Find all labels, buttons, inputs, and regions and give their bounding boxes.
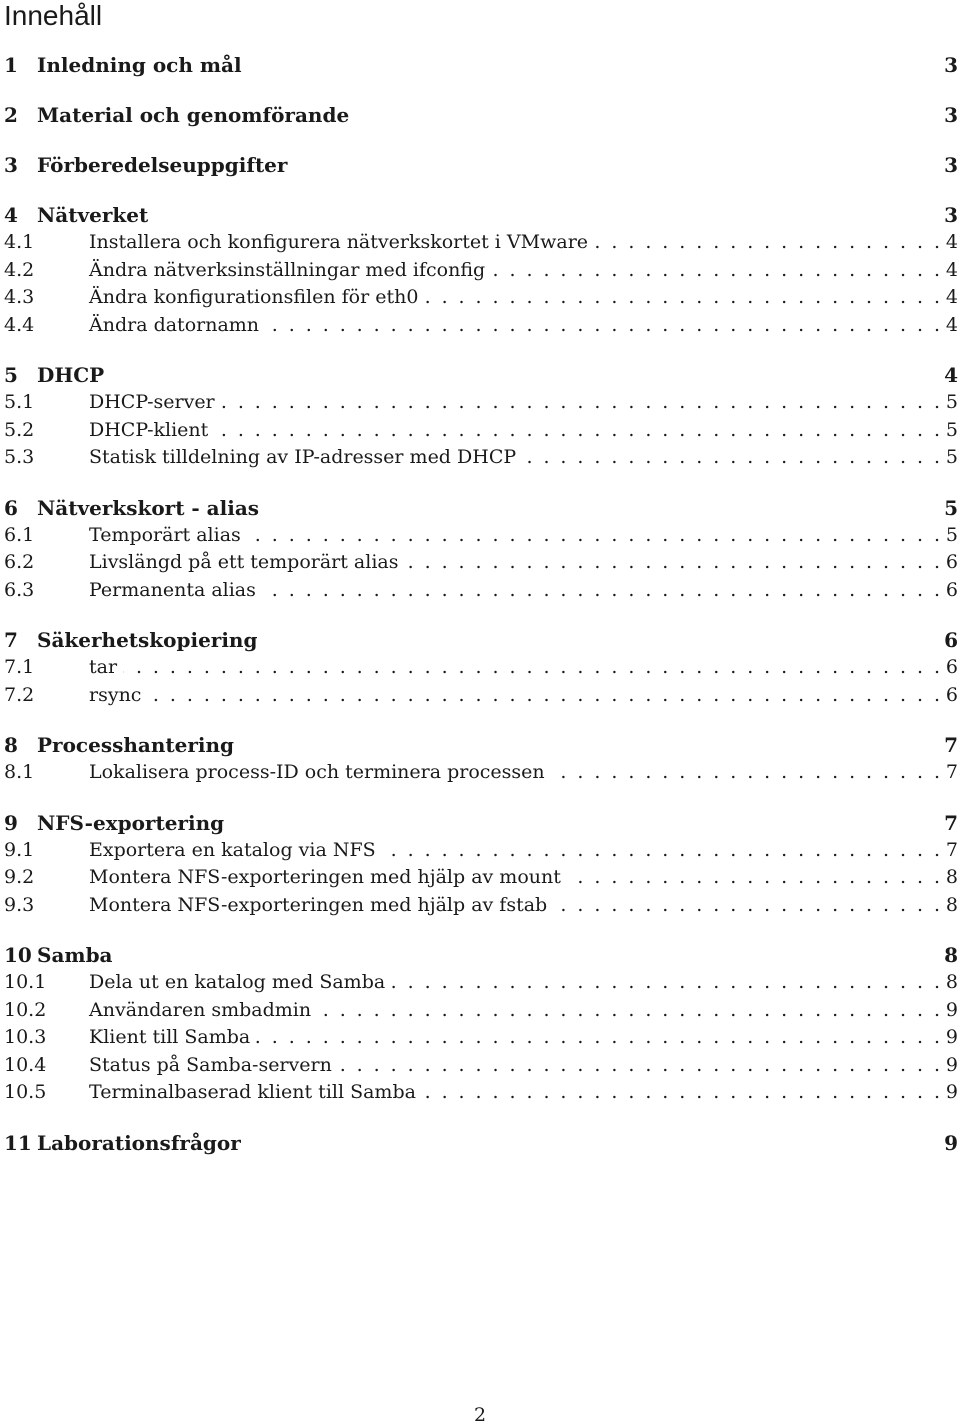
- subsection-page-ref: 8: [945, 866, 958, 888]
- toc-entry-section[interactable]: [4, 362, 958, 389]
- subsection-number: 4.2: [4, 258, 35, 281]
- subsection-page-ref: 8: [945, 893, 958, 916]
- subsection-title: Dela ut en katalog med Samba: [89, 971, 386, 993]
- subsection-title: Montera NFS-exporteringen med hjälp av mount: [89, 866, 561, 888]
- subsection-number: 7.1: [4, 656, 35, 678]
- toc-entry-section[interactable]: [4, 202, 958, 229]
- toc-entry-subsection[interactable]: [4, 654, 958, 682]
- subsection-number: 6.3: [4, 578, 35, 601]
- toc-entry-subsection[interactable]: [4, 969, 958, 997]
- page-number: 2: [473, 1404, 487, 1426]
- toc-entry-subsection[interactable]: [4, 864, 958, 892]
- table-of-contents: [4, 52, 958, 1180]
- dot-leader: [214, 417, 940, 445]
- section-number: 9: [4, 810, 18, 835]
- subsection-title: Exportera en katalog via NFS: [89, 838, 376, 861]
- subsection-number: 9.1: [4, 838, 35, 861]
- section-page-ref: 4: [944, 363, 958, 387]
- section-page-ref: 3: [944, 53, 958, 77]
- subsection-title: DHCP-server: [89, 391, 215, 413]
- subsection-page-ref: 5: [945, 523, 958, 546]
- toc-section: [4, 362, 958, 472]
- subsection-title: Permanenta alias: [89, 578, 256, 601]
- subsection-page-ref: 7: [945, 838, 958, 861]
- section-title: Nätverkskort - alias: [37, 495, 260, 520]
- section-number: 11: [4, 1130, 32, 1155]
- subsection-page-ref: 6: [945, 683, 958, 706]
- toc-entry-section[interactable]: [4, 102, 958, 129]
- toc-heading: Innehåll: [4, 0, 103, 31]
- toc-entry-subsection[interactable]: [4, 892, 958, 920]
- dot-leader: [265, 312, 940, 340]
- toc-section: [4, 1130, 958, 1157]
- subsection-page-ref: 5: [945, 446, 958, 468]
- subsection-page-ref: 9: [945, 1081, 958, 1103]
- subsection-page-ref: 9: [945, 998, 958, 1021]
- subsection-page-ref: 4: [945, 313, 958, 336]
- toc-entry-section[interactable]: [4, 942, 958, 969]
- dot-leader: [147, 682, 940, 710]
- toc-entry-subsection[interactable]: [4, 577, 958, 605]
- dot-leader: [338, 1052, 940, 1080]
- toc-entry-section[interactable]: [4, 627, 958, 654]
- toc-entry-section[interactable]: [4, 732, 958, 759]
- subsection-title: tar: [89, 656, 118, 678]
- toc-entry-subsection[interactable]: [4, 1079, 958, 1107]
- section-title: Laborationsfrågor: [37, 1130, 241, 1155]
- subsection-number: 9.2: [4, 866, 35, 888]
- subsection-number: 8.1: [4, 761, 35, 783]
- dot-leader: [317, 997, 940, 1025]
- section-number: 6: [4, 495, 18, 520]
- subsection-title: Installera och konfigurera nätverkskortet i VMware: [89, 231, 589, 253]
- section-title: Förberedelseuppgifter: [37, 153, 288, 177]
- subsection-page-ref: 4: [945, 231, 958, 253]
- subsection-title: Terminalbaserad klient till Samba: [89, 1081, 416, 1103]
- subsection-page-ref: 8: [945, 971, 958, 993]
- section-number: 2: [4, 103, 18, 127]
- toc-entry-subsection[interactable]: [4, 1052, 958, 1080]
- section-title: Säkerhetskopiering: [37, 628, 258, 652]
- toc-entry-subsection[interactable]: [4, 682, 958, 710]
- section-title: Processhantering: [37, 733, 235, 757]
- toc-section: [4, 202, 958, 339]
- subsection-page-ref: 6: [945, 551, 958, 573]
- toc-entry-subsection[interactable]: [4, 417, 958, 445]
- toc-entry-section[interactable]: [4, 52, 958, 79]
- subsection-number: 4.4: [4, 313, 35, 336]
- section-title: Material och genomförande: [37, 103, 350, 127]
- subsection-number: 5.2: [4, 418, 35, 441]
- section-page-ref: 9: [944, 1130, 958, 1155]
- dot-leader: [382, 837, 940, 865]
- section-page-ref: 8: [944, 943, 958, 967]
- subsection-number: 10.1: [4, 971, 47, 993]
- subsection-title: Ändra nätverksinställningar med ifconfig: [89, 258, 486, 281]
- toc-section: [4, 732, 958, 787]
- subsection-title: Livslängd på ett temporärt alias: [89, 551, 399, 573]
- section-number: 10: [4, 943, 32, 967]
- toc-entry-subsection[interactable]: [4, 284, 958, 312]
- subsection-title: Temporärt alias: [89, 523, 241, 546]
- subsection-number: 9.3: [4, 893, 35, 916]
- toc-entry-subsection[interactable]: [4, 444, 958, 472]
- toc-entry-section[interactable]: [4, 1130, 958, 1157]
- subsection-number: 6.1: [4, 523, 35, 546]
- section-page-ref: 3: [944, 153, 958, 177]
- section-page-ref: 5: [944, 495, 958, 520]
- subsection-page-ref: 5: [945, 418, 958, 441]
- subsection-number: 4.1: [4, 231, 35, 253]
- dot-leader: [247, 522, 940, 550]
- subsection-number: 7.2: [4, 683, 35, 706]
- subsection-number: 5.1: [4, 391, 35, 413]
- subsection-page-ref: 6: [945, 656, 958, 678]
- subsection-title: rsync: [89, 683, 142, 706]
- dot-leader: [391, 969, 940, 997]
- subsection-title: Ändra datornamn: [89, 313, 260, 336]
- section-number: 7: [4, 628, 18, 652]
- subsection-page-ref: 5: [945, 391, 958, 413]
- toc-entry-subsection[interactable]: [4, 389, 958, 417]
- dot-leader: [424, 284, 940, 312]
- section-number: 3: [4, 153, 18, 177]
- subsection-number: 4.3: [4, 286, 35, 308]
- subsection-title: Ändra konfigurationsfilen för eth0: [89, 286, 419, 308]
- section-page-ref: 7: [944, 733, 958, 757]
- section-number: 5: [4, 363, 18, 387]
- subsection-number: 10.3: [4, 1026, 47, 1048]
- dot-leader: [594, 229, 940, 257]
- subsection-number: 10.2: [4, 998, 47, 1021]
- section-number: 4: [4, 203, 18, 227]
- section-title: Samba: [37, 943, 113, 967]
- subsection-page-ref: 9: [945, 1026, 958, 1048]
- dot-leader: [553, 892, 940, 920]
- toc-entry-subsection[interactable]: [4, 257, 958, 285]
- toc-section: [4, 627, 958, 709]
- toc-section: [4, 942, 958, 1107]
- toc-entry-subsection[interactable]: [4, 229, 958, 257]
- dot-leader: [491, 257, 940, 285]
- dot-leader: [262, 577, 940, 605]
- dot-leader: [256, 1024, 940, 1052]
- dot-leader: [522, 444, 940, 472]
- subsection-title: Användaren smbadmin: [89, 998, 312, 1021]
- toc-entry-subsection[interactable]: [4, 312, 958, 340]
- subsection-number: 6.2: [4, 551, 35, 573]
- subsection-title: Klient till Samba: [89, 1026, 251, 1048]
- dot-leader: [221, 389, 940, 417]
- dot-leader: [422, 1079, 940, 1107]
- toc-section: [4, 495, 958, 605]
- toc-entry-subsection[interactable]: [4, 522, 958, 550]
- section-page-ref: 3: [944, 103, 958, 127]
- toc-entry-subsection[interactable]: [4, 549, 958, 577]
- subsection-number: 10.4: [4, 1053, 47, 1076]
- subsection-title: Status på Samba-servern: [89, 1053, 332, 1076]
- section-title: Nätverket: [37, 203, 149, 227]
- toc-section: [4, 102, 958, 129]
- subsection-title: Montera NFS-exporteringen med hjälp av fstab: [89, 893, 548, 916]
- dot-leader: [567, 864, 940, 892]
- section-page-ref: 3: [944, 203, 958, 227]
- subsection-title: Lokalisera process-ID och terminera processen: [89, 761, 545, 783]
- toc-entry-subsection[interactable]: [4, 1024, 958, 1052]
- subsection-page-ref: 4: [945, 286, 958, 308]
- dot-leader: [405, 549, 941, 577]
- toc-entry-subsection[interactable]: [4, 837, 958, 865]
- toc-entry-subsection[interactable]: [4, 759, 958, 787]
- subsection-title: DHCP-klient: [89, 418, 209, 441]
- subsection-page-ref: 4: [945, 258, 958, 281]
- toc-entry-section[interactable]: [4, 152, 958, 179]
- toc-entry-section[interactable]: [4, 495, 958, 522]
- toc-entry-subsection[interactable]: [4, 997, 958, 1025]
- section-page-ref: 6: [944, 628, 958, 652]
- dot-leader: [123, 654, 940, 682]
- section-number: 1: [4, 53, 18, 77]
- section-title: DHCP: [37, 363, 105, 387]
- toc-section: [4, 810, 958, 920]
- dot-leader: [551, 759, 940, 787]
- section-title: Inledning och mål: [37, 53, 242, 77]
- subsection-page-ref: 7: [945, 761, 958, 783]
- section-page-ref: 7: [944, 810, 958, 835]
- subsection-page-ref: 6: [945, 578, 958, 601]
- subsection-number: 5.3: [4, 446, 35, 468]
- subsection-page-ref: 9: [945, 1053, 958, 1076]
- section-title: NFS-exportering: [37, 810, 225, 835]
- subsection-title: Statisk tilldelning av IP-adresser med DHCP: [89, 446, 517, 468]
- toc-entry-section[interactable]: [4, 810, 958, 837]
- subsection-number: 10.5: [4, 1081, 47, 1103]
- toc-section: [4, 52, 958, 79]
- section-number: 8: [4, 733, 18, 757]
- toc-section: [4, 152, 958, 179]
